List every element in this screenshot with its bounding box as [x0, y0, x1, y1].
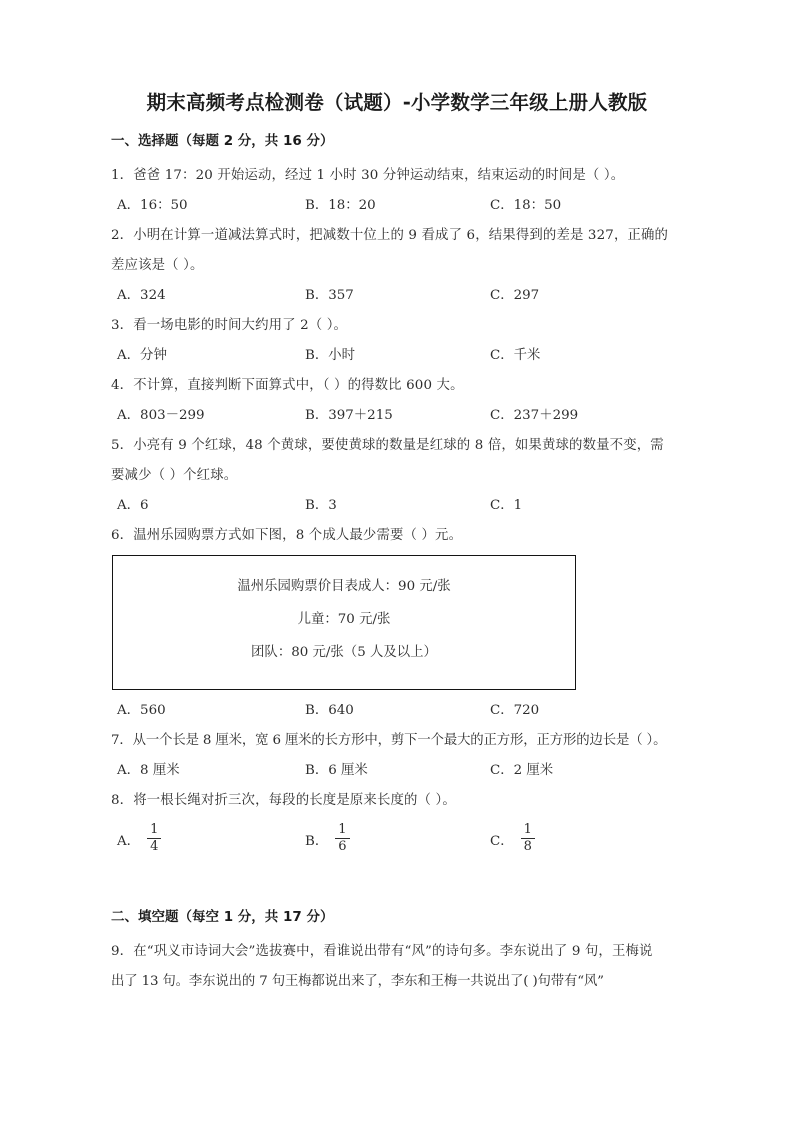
option-a[interactable]: A．560 — [117, 703, 166, 718]
numerator: 1 — [523, 821, 532, 837]
option-c[interactable]: C．千米 — [490, 348, 541, 363]
option-c-label: C． — [490, 833, 514, 849]
price-line-child: 儿童：70 元/张 — [297, 612, 391, 627]
option-c[interactable]: C．720 — [490, 703, 540, 718]
question-6-options — [111, 696, 683, 725]
price-line-group: 团队：80 元/张（5 人及以上） — [251, 645, 437, 660]
option-a[interactable]: A．8 厘米 — [117, 763, 180, 778]
section-heading-choice: 一、选择题（每题 2 分，共 16 分） — [111, 133, 334, 149]
numerator: 1 — [338, 821, 347, 837]
fraction-one-quarter — [147, 823, 161, 853]
option-b[interactable]: B．357 — [305, 288, 354, 303]
option-a[interactable]: A．16：50 — [117, 198, 188, 213]
question-5-stem-line-1: 5．小亮有 9 个红球，48 个黄球，要使黄球的数量是红球的 8 倍，如果黄球的数量不变，需 — [111, 438, 664, 453]
fraction-one-eighth — [521, 823, 535, 853]
option-b[interactable]: B．397＋215 — [305, 408, 393, 423]
option-a[interactable]: A．分钟 — [117, 348, 167, 363]
option-b[interactable]: B．18：20 — [305, 198, 376, 213]
section-heading-fill: 二、填空题（每空 1 分，共 17 分） — [111, 909, 334, 925]
option-c[interactable]: C．1 — [490, 498, 523, 513]
option-c[interactable]: C．237＋299 — [490, 408, 579, 423]
option-a[interactable]: A．324 — [117, 288, 166, 303]
denominator: 6 — [335, 838, 349, 854]
question-7-stem: 7．从一个长是 8 厘米，宽 6 厘米的长方形中，剪下一个最大的正方形，正方形的边长是（ ）。 — [111, 733, 667, 748]
numerator: 1 — [150, 821, 159, 837]
question-6-stem: 6．温州乐园购票方式如下图，8 个成人最少需要（ ）元。 — [111, 528, 463, 543]
question-8-options — [111, 816, 683, 862]
option-a-label: A． — [117, 833, 141, 849]
option-a[interactable]: A．803－299 — [117, 408, 205, 423]
option-a[interactable]: A．6 — [117, 498, 149, 513]
question-2-stem-line-2: 差应该是（ ）。 — [111, 258, 204, 273]
option-c[interactable]: C．297 — [490, 288, 540, 303]
section-gap — [111, 864, 683, 906]
page-title: 期末高频考点检测卷（试题）-小学数学三年级上册人教版 — [146, 91, 648, 114]
price-line-adult: 温州乐园购票价目表成人：90 元/张 — [237, 579, 451, 594]
fraction-one-sixth — [335, 823, 349, 853]
question-4-stem: 4．不计算，直接判断下面算式中，（ ）的得数比 600 大。 — [111, 378, 464, 393]
option-b[interactable]: B．小时 — [305, 348, 356, 363]
denominator: 4 — [147, 838, 161, 854]
option-c[interactable]: C．2 厘米 — [490, 763, 554, 778]
question-9-stem-line-2: 出了 13 句。李东说出的 7 句王梅都说出来了，李东和王梅一共说出了( )句带有“风” — [111, 974, 604, 989]
question-2-options — [111, 281, 683, 310]
option-c[interactable]: C．18：50 — [490, 198, 562, 213]
denominator: 8 — [521, 838, 535, 854]
page-content — [111, 88, 683, 997]
option-b[interactable]: B．6 厘米 — [305, 763, 368, 778]
price-list-box — [112, 555, 576, 690]
option-c[interactable] — [490, 816, 535, 862]
option-a[interactable] — [117, 816, 161, 862]
question-1-options — [111, 191, 683, 220]
question-5-options — [111, 491, 683, 520]
question-3-options — [111, 341, 683, 370]
question-2-stem-line-1: 2．小明在计算一道减法算式时，把减数十位上的 9 看成了 6，结果得到的差是 327，正确的 — [111, 228, 669, 243]
option-b[interactable]: B．3 — [305, 498, 337, 513]
question-1-stem: 1．爸爸 17：20 开始运动，经过 1 小时 30 分钟运动结束，结束运动的时间是（ ）。 — [111, 168, 625, 183]
option-b-label: B． — [305, 833, 329, 849]
question-7-options — [111, 756, 683, 785]
question-8-stem: 8．将一根长绳对折三次，每段的长度是原来长度的（ ）。 — [111, 793, 456, 808]
question-4-options — [111, 401, 683, 430]
question-5-stem-line-2: 要减少（ ）个红球。 — [111, 468, 238, 483]
option-b[interactable] — [305, 816, 350, 862]
question-3-stem: 3．看一场电影的时间大约用了 2（ ）。 — [111, 318, 348, 333]
option-b[interactable]: B．640 — [305, 703, 354, 718]
question-9-stem-line-1: 9．在“巩义市诗词大会”选拔赛中，看谁说出带有“风”的诗句多。李东说出了 9 句，王梅说 — [111, 944, 653, 959]
